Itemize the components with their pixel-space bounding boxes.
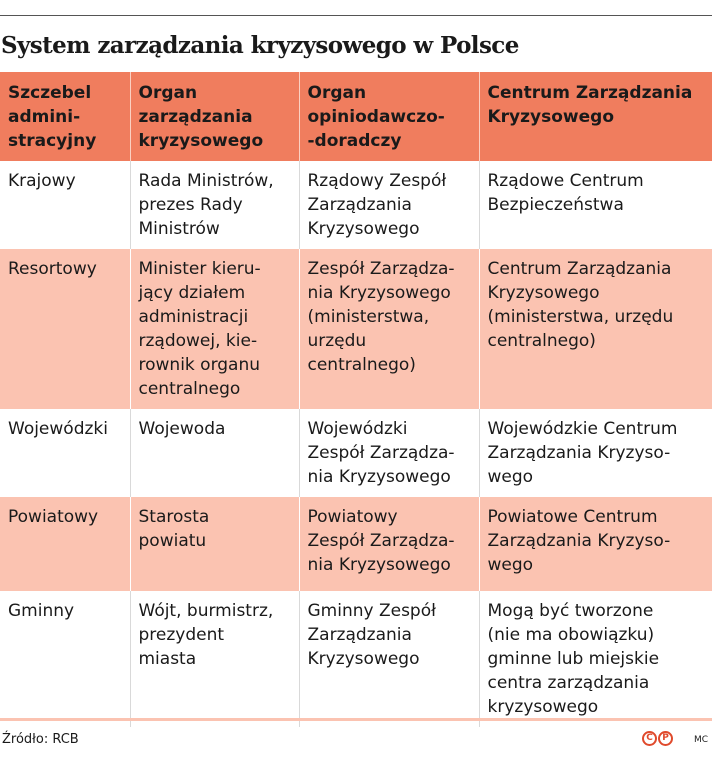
cp-logo-icon [642,731,673,746]
table-cell [130,161,299,249]
cell-line: Minister kieru- [138,259,261,279]
table-cell [299,161,479,249]
cell-line: prezydent [138,625,225,645]
header-line: zarządzania [138,107,253,127]
table-cell [479,249,712,409]
cell-line: Wójt, burmistrz, [138,601,274,621]
cell-line: (nie ma obowiązku) [487,625,655,645]
table-cell [0,161,130,249]
table-cell [130,249,299,409]
cell-line: Zarządzania Kryzyso- [487,531,671,551]
cell-line: Zespół Zarządza- [307,259,455,279]
header-cell-level [0,72,130,161]
cell-line: urzędu [307,331,367,351]
cell-line: Centrum Zarządzania [487,259,672,279]
cell-line: kryzysowego [487,697,599,717]
cell-line: centralnego [138,379,241,399]
table-row-powiatowy [0,497,712,591]
table-cell [299,409,479,497]
cell-line: administracji [138,307,249,327]
cell-line: Bezpieczeństwa [487,195,624,215]
header-line: Organ [138,83,198,103]
cell-line: wego [487,467,534,487]
cell-line: Zarządzania [307,195,412,215]
table-row-wojewodzki [0,409,712,497]
header-line: kryzysowego [138,131,264,151]
cell-line: Wojewódzki [307,419,408,439]
cell-line: Powiatowy [307,507,398,527]
cell-line: centralnego) [307,355,416,375]
top-rule [0,15,712,16]
table-row-gminny [0,591,712,727]
cell-line: centralnego) [487,331,596,351]
cell-line: jący działem [138,283,246,303]
cell-line: rządowej, kie- [138,331,258,351]
header-line: admini- [8,107,81,127]
cell-line: Kryzysowego [487,283,600,303]
cell-line: Kryzysowego [307,649,420,669]
table-cell [479,161,712,249]
header-line: Szczebel [8,83,92,103]
cell-line: Powiatowe Centrum [487,507,658,527]
cell-line: Resortowy [8,259,97,279]
cell-line: (ministerstwa, [307,307,430,327]
table-cell [299,497,479,591]
cell-line: wego [487,555,534,575]
cell-line: nia Kryzysowego [307,555,451,575]
table-cell [0,591,130,727]
cell-line: gminne lub miejskie [487,649,660,669]
author-initials: MC [694,735,709,745]
cell-line: Zarządzania Kryzyso- [487,443,671,463]
cell-line: Zespół Zarządza- [307,531,455,551]
cell-line: nia Kryzysowego [307,283,451,303]
header-cell-centre [479,72,712,161]
bottom-bar [0,718,712,721]
cell-line: Rządowe Centrum [487,171,644,191]
cell-line: Mogą być tworzone [487,601,654,621]
table-cell [479,591,712,727]
logo-letter: P [658,731,673,746]
table-cell [299,591,479,727]
cell-line: miasta [138,649,197,669]
header-cell-organ [130,72,299,161]
logo-letter: C [642,731,657,746]
table-cell [130,497,299,591]
table-cell [0,249,130,409]
cell-line: powiatu [138,531,207,551]
table-row-resortowy [0,249,712,409]
cell-line: Wojewoda [138,419,226,439]
cell-line: Starosta [138,507,210,527]
header-line: Organ [307,83,367,103]
table-cell [130,409,299,497]
cell-line: Ministrów [138,219,220,239]
header-line: opiniodawczo- [307,107,445,127]
cell-line: Wojewódzki [8,419,108,439]
cell-line: Krajowy [8,171,76,191]
cell-line: centra zarządzania [487,673,650,693]
header-cell-advisory [299,72,479,161]
crisis-management-table [0,72,712,727]
table-row-krajowy [0,161,712,249]
table-cell [479,497,712,591]
cell-line: prezes Rady [138,195,243,215]
table-cell [299,249,479,409]
source-note: Źródło: RCB [2,732,79,747]
page-title: System zarządzania kryzysowego w Polsce [1,32,519,59]
cell-line: rownik organu [138,355,261,375]
cell-line: Rządowy Zespół [307,171,447,191]
table-cell [130,591,299,727]
cell-line: Wojewódzkie Centrum [487,419,678,439]
header-line: -doradczy [307,131,402,151]
cell-line: (ministerstwa, urzędu [487,307,674,327]
cell-line: nia Kryzysowego [307,467,451,487]
cell-line: Gminny [8,601,75,621]
table-header-row [0,72,712,161]
cell-line: Zespół Zarządza- [307,443,455,463]
cell-line: Gminny Zespół [307,601,436,621]
cell-line: Zarządzania [307,625,412,645]
table-cell [479,409,712,497]
cell-line: Powiatowy [8,507,99,527]
header-line: stracyjny [8,131,97,151]
table-cell [0,409,130,497]
header-line: Kryzysowego [487,107,614,127]
table-cell [0,497,130,591]
cell-line: Kryzysowego [307,219,420,239]
cell-line: Rada Ministrów, [138,171,274,191]
header-line: Centrum Zarządzania [487,83,693,103]
